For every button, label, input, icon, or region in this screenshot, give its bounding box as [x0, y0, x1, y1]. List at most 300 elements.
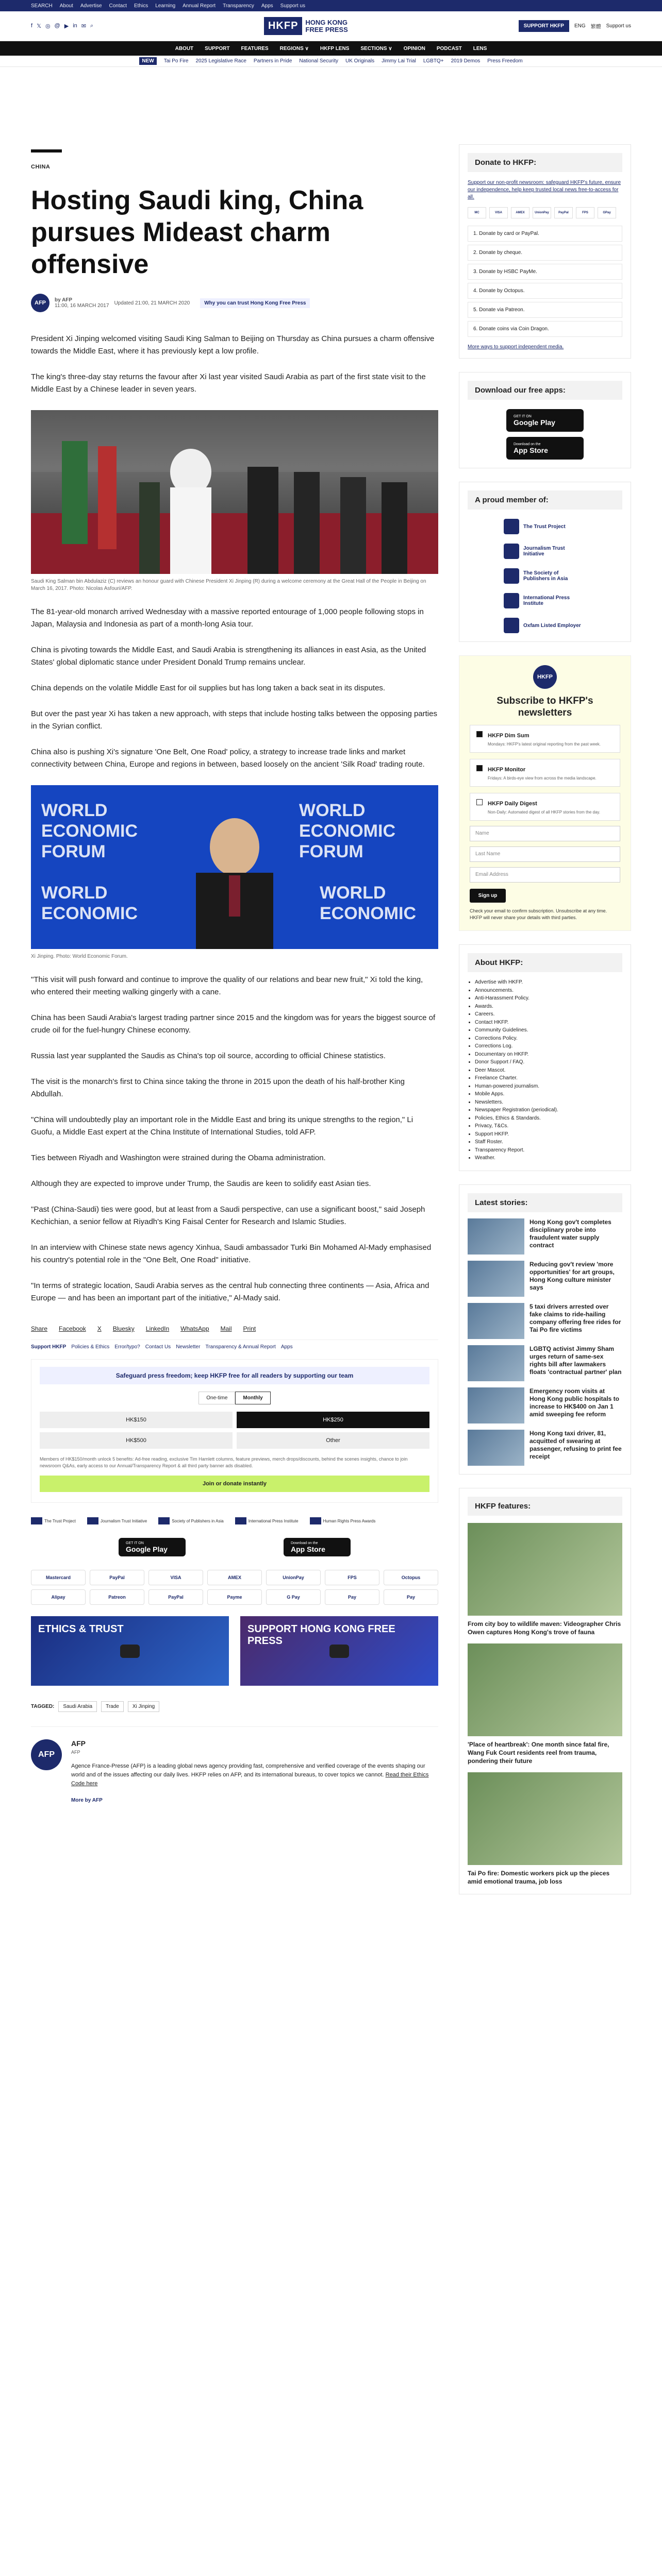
payment-method[interactable]: Payme: [207, 1589, 262, 1605]
feature-title[interactable]: Tai Po fire: Domestic workers pick up the pieces amid emotional trauma, job loss: [468, 1869, 610, 1885]
lang-chinese[interactable]: 繁體: [590, 24, 601, 30]
support-link[interactable]: Support HKFP: [31, 1344, 67, 1350]
support-link[interactable]: Error/typo?: [114, 1344, 140, 1350]
share-bar: [31, 1325, 438, 1332]
members-box: [459, 482, 631, 642]
card-logo: VISA: [489, 207, 508, 218]
paragraph: China depends on the volatile Middle East for oil supplies but has long taken a back seat in its disputes.: [31, 684, 386, 692]
threads-icon[interactable]: @: [54, 23, 60, 29]
newsletter-box: [459, 655, 631, 931]
support-hkfp-button[interactable]: SUPPORT HKFP: [519, 20, 569, 32]
photo-illustration: [31, 785, 438, 949]
author-desc-text: Agence France-Presse (AFP) is a leading global news agency providing fast, comprehensive and verified coverage of the events shaping our world and of the issues affecting our daily lives. HKFP relies on AFP, and its international bureaus, to cover topics we cannot.: [71, 1763, 425, 1778]
support-link[interactable]: Contact Us: [145, 1344, 171, 1350]
about-link[interactable]: • Announcements.: [475, 987, 622, 995]
facebook-icon[interactable]: f: [31, 23, 33, 29]
story-thumbnail[interactable]: [468, 1387, 524, 1423]
video-title: ETHICS & TRUST: [38, 1623, 124, 1635]
store-name: Google Play: [126, 1545, 168, 1553]
trending-link[interactable]: 2025 Legislative Race: [195, 58, 246, 64]
card-logo: UnionPay: [533, 207, 551, 218]
member-logo[interactable]: [504, 618, 586, 633]
store-small-text: Download on the: [514, 442, 541, 446]
newsletter-option[interactable]: [470, 759, 620, 787]
support-us-link[interactable]: Support us: [606, 23, 631, 29]
nav-item[interactable]: HKFP LENS: [320, 45, 350, 52]
paragraph: Ties between Riyadh and Washington were strained during the Obama administration.: [31, 1154, 326, 1162]
title-rule: [31, 149, 62, 152]
member-logo[interactable]: [504, 568, 586, 584]
member-mark-icon: [504, 519, 519, 534]
checkbox-unchecked[interactable]: [476, 799, 483, 805]
about-link[interactable]: • Privacy, T&Cs.: [475, 1122, 622, 1130]
card-logo: AMEX: [511, 207, 529, 218]
card-logo: MC: [468, 207, 486, 218]
trending-label: NEW: [139, 57, 156, 65]
nav-item[interactable]: OPINION: [403, 45, 425, 52]
about-link[interactable]: • Advertise with HKFP.: [475, 978, 622, 987]
paragraph: "Past (China-Saudi) ties were good, but at least from a Saudi perspective, can use a significant boost," said Joseph Kechichian, a senior fellow at Riyadh's King Faisal Center for Research and Islamic Studies.: [31, 1205, 425, 1226]
support-link[interactable]: Apps: [280, 1344, 293, 1350]
logo-text: [305, 19, 347, 33]
top-utility-bar: [0, 0, 662, 11]
nl-option-text: [488, 799, 600, 815]
share-mail[interactable]: Mail: [220, 1325, 232, 1332]
search-icon[interactable]: ⌕: [90, 23, 94, 29]
paragraph: In an interview with Chinese state news agency Xinhua, Saudi ambassador Turki Bin Mohamed Al-Mady emphasised his country's potential role in the "One Belt, One Road" initiative.: [31, 1243, 432, 1264]
topbar-link[interactable]: Contact: [109, 3, 127, 9]
latest-stories-box: [459, 1184, 631, 1475]
nl-option-text: [488, 765, 597, 781]
payment-method[interactable]: Pay: [384, 1589, 438, 1605]
support-link[interactable]: Policies & Ethics: [71, 1344, 110, 1350]
paragraph: Russia last year supplanted the Saudis as China's top oil source, according to official Chinese statistics.: [31, 1052, 386, 1060]
share-print[interactable]: Print: [243, 1325, 256, 1332]
donation-frequency: [40, 1392, 429, 1404]
logo-hrpa[interactable]: [310, 1517, 376, 1524]
logo-jti[interactable]: [87, 1517, 147, 1524]
story-thumbnail[interactable]: [468, 1430, 524, 1466]
newsletter-note: Check your email to confirm subscription. Unsubscribe at any time. HKFP will never share your details with third parties.: [470, 908, 607, 920]
app-store-button[interactable]: [284, 1538, 351, 1556]
feature-item[interactable]: [468, 1772, 622, 1886]
payment-method[interactable]: Octopus: [384, 1570, 438, 1585]
checkbox-checked[interactable]: [476, 731, 483, 737]
support-link[interactable]: Newsletter: [176, 1344, 201, 1350]
author-box-name[interactable]: AFP: [71, 1739, 86, 1748]
feature-thumbnail[interactable]: [468, 1523, 622, 1616]
video-support[interactable]: [240, 1616, 438, 1686]
share-whatsapp[interactable]: WhatsApp: [180, 1325, 209, 1332]
about-link[interactable]: • Mobile Apps.: [475, 1090, 622, 1098]
logo-line2: FREE PRESS: [305, 25, 348, 33]
svg-text:WORLD: WORLD: [320, 883, 386, 903]
photo-caption: Xi Jinping. Photo: World Economic Forum.: [31, 954, 128, 959]
trending-link[interactable]: UK Originals: [345, 58, 375, 64]
paragraph: Although they are expected to improve under Trump, the Saudis are keen to solidify east Asian ties.: [31, 1179, 371, 1188]
logo-label: International Press Institute: [248, 1518, 299, 1523]
svg-text:ECONOMIC: ECONOMIC: [320, 904, 416, 923]
trending-link[interactable]: Jimmy Lai Trial: [382, 58, 416, 64]
donation-method[interactable]: 2. Donate by cheque.: [468, 245, 622, 261]
nav-item[interactable]: SUPPORT: [205, 45, 230, 52]
svg-text:ECONOMIC: ECONOMIC: [41, 821, 138, 841]
more-ways-link[interactable]: More ways to support independent media.: [468, 344, 564, 350]
play-icon[interactable]: [329, 1645, 349, 1658]
newsletter-option[interactable]: [470, 793, 620, 821]
tab-one-time[interactable]: One-time: [198, 1392, 235, 1404]
nav-item[interactable]: LENS: [473, 45, 487, 52]
join-donate-button[interactable]: Join or donate instantly: [40, 1476, 429, 1492]
story-thumbnail[interactable]: [468, 1345, 524, 1381]
x-icon[interactable]: 𝕏: [37, 23, 41, 29]
member-logo[interactable]: [504, 519, 586, 534]
donation-header: Safeguard press freedom; keep HKFP free for all readers by supporting our team: [40, 1367, 429, 1384]
instagram-icon[interactable]: ◎: [45, 23, 51, 29]
tab-monthly[interactable]: Monthly: [235, 1392, 270, 1404]
donation-method[interactable]: 3. Donate by HSBC PayMe.: [468, 264, 622, 280]
about-link[interactable]: • Careers.: [475, 1010, 622, 1019]
payment-method[interactable]: UnionPay: [266, 1570, 321, 1585]
sidebar-heading: Latest stories:: [468, 1193, 622, 1212]
svg-text:WORLD: WORLD: [41, 883, 108, 903]
sidebar-heading: Donate to HKFP:: [468, 153, 622, 172]
mail-icon[interactable]: ✉: [81, 23, 86, 29]
nl-option-name: HKFP Dim Sum: [488, 733, 529, 739]
about-link[interactable]: • Newsletters.: [475, 1098, 622, 1107]
about-link[interactable]: • Anti-Harassment Policy.: [475, 994, 622, 1003]
member-logo[interactable]: [504, 593, 586, 608]
tag-chip[interactable]: Xi Jinping: [128, 1701, 159, 1712]
story-title[interactable]: 5 taxi drivers arrested over fake claims to ride-hailing company offering free rides for Tai Po fire victims: [529, 1302, 621, 1333]
payment-method[interactable]: FPS: [325, 1570, 379, 1585]
about-link[interactable]: • Community Guidelines.: [475, 1026, 622, 1035]
nl-option-text: [488, 731, 601, 747]
payment-method[interactable]: PayPal: [148, 1589, 203, 1605]
nav-item[interactable]: SECTIONS ∨: [360, 45, 392, 52]
article-category[interactable]: CHINA: [31, 164, 51, 170]
nav-item[interactable]: ABOUT: [175, 45, 194, 52]
youtube-icon[interactable]: ▶: [64, 23, 69, 29]
google-play-button[interactable]: [506, 409, 584, 432]
author-box: [31, 1726, 438, 1803]
payment-method[interactable]: G Pay: [266, 1589, 321, 1605]
about-link[interactable]: • Deer Mascot.: [475, 1066, 622, 1075]
donation-widget: [31, 1359, 438, 1503]
newsletter-option[interactable]: [470, 725, 620, 753]
amount-option-selected[interactable]: HK$250: [237, 1412, 429, 1428]
trending-link[interactable]: National Security: [299, 58, 338, 64]
about-link[interactable]: • Corrections Log.: [475, 1042, 622, 1050]
member-label: Oxfam Listed Employer: [523, 622, 581, 629]
about-link[interactable]: • Staff Roster.: [475, 1138, 622, 1146]
email-input[interactable]: Email Address: [470, 867, 620, 883]
member-mark-icon: [504, 568, 519, 584]
svg-text:FORUM: FORUM: [299, 842, 363, 861]
feature-thumbnail[interactable]: [468, 1772, 622, 1865]
promo-videos: [31, 1616, 438, 1686]
photo-illustration: [31, 410, 438, 574]
linkedin-icon[interactable]: in: [73, 23, 77, 29]
app-store-buttons: [31, 1538, 438, 1556]
topbar-link[interactable]: Learning: [155, 3, 176, 9]
first-name-input[interactable]: Name: [470, 826, 620, 841]
donation-method[interactable]: 5. Donate via Patreon.: [468, 302, 622, 318]
card-logo: PayPal: [554, 207, 573, 218]
story-item[interactable]: [468, 1303, 622, 1339]
byline: [31, 294, 438, 312]
paragraph: The king's three-day stay returns the favour after Xi last year visited Saudi Arabia as part of the first state visit to the Middle East by a Chinese leader in seven years.: [31, 372, 426, 394]
topbar-link[interactable]: SEARCH: [31, 3, 53, 9]
member-benefits: Members of HK$150/month unlock 5 benefits: Ad-free reading, exclusive Tim Hamlett columns, feature previews, merch drops/discounts, behind the scenes insights, chance to join newsroom Q&As, early access to our Annual/Transparency Report & all third party banner ads disabled.: [40, 1456, 408, 1468]
apps-box: [459, 372, 631, 468]
feature-item[interactable]: [468, 1643, 622, 1765]
about-link[interactable]: • Corrections Policy.: [475, 1035, 622, 1043]
story-title[interactable]: Emergency room visits at Hong Kong public hospitals to increase to HK$400 on Jan 1 amid sweeping fee reform: [529, 1387, 619, 1418]
story-item[interactable]: [468, 1430, 622, 1466]
updated-date: Updated 21:00, 21 MARCH 2020: [114, 300, 190, 306]
logo-trust-project[interactable]: [31, 1517, 76, 1524]
main-nav: [0, 41, 662, 56]
social-icons: [31, 23, 93, 29]
donation-method[interactable]: 6. Donate coins via Coin Dragon.: [468, 321, 622, 337]
member-mark-icon: [504, 593, 519, 608]
logo-label: Human Rights Press Awards: [323, 1518, 376, 1523]
checkbox-checked[interactable]: [476, 765, 483, 771]
topbar-link[interactable]: Ethics: [134, 3, 148, 9]
tag-chip[interactable]: Trade: [101, 1701, 124, 1712]
support-link[interactable]: Transparency & Annual Report: [205, 1344, 276, 1350]
nl-option-desc: Non-Daily: Automated digest of all HKFP stories from the day.: [488, 810, 601, 815]
amount-option[interactable]: HK$500: [40, 1432, 233, 1449]
sidebar-heading: About HKFP:: [468, 953, 622, 972]
trending-link[interactable]: Tai Po Fire: [163, 58, 189, 64]
svg-text:WORLD: WORLD: [299, 801, 366, 820]
payment-method[interactable]: Mastercard: [31, 1570, 86, 1585]
member-mark-icon: [504, 544, 519, 559]
about-link[interactable]: • Weather.: [475, 1154, 622, 1162]
paragraph: The visit is the monarch's first to China since taking the throne in 2015 upon the death of his half-brother King Abdullah.: [31, 1077, 405, 1098]
topbar-link[interactable]: Advertise: [80, 3, 102, 9]
logo-label: The Trust Project: [44, 1518, 76, 1523]
byline-text: [55, 297, 109, 309]
story-item[interactable]: [468, 1261, 622, 1297]
story-title[interactable]: Hong Kong gov't completes disciplinary probe into fraudulent water supply contract: [529, 1218, 611, 1249]
trust-link[interactable]: Why you can trust Hong Kong Free Press: [200, 298, 310, 308]
header-actions: [519, 20, 631, 32]
paragraph: China has been Saudi Arabia's largest trading partner since 2015 and the kingdom was for years the biggest source of crude oil for the fuel-hungry Chinese economy.: [31, 1013, 436, 1035]
store-small-text: GET IT ON: [514, 414, 532, 418]
store-name: App Store: [291, 1545, 325, 1553]
app-store-button[interactable]: [506, 437, 584, 460]
paragraph: "China will undoubtedly play an important role in the Middle East and bring its unique strengths to the region," Li Guofu, a Middle East expert at the China Institute of International Studies, told AFP.: [31, 1115, 413, 1137]
article-column: [31, 67, 438, 1803]
logo-mark-icon: [310, 1517, 321, 1524]
story-thumbnail[interactable]: [468, 1303, 524, 1339]
card-logos: [468, 207, 622, 218]
sidebar-heading: Download our free apps:: [468, 381, 622, 400]
trending-link[interactable]: 2019 Demos: [451, 58, 481, 64]
trending-link[interactable]: Partners in Pride: [253, 58, 292, 64]
payment-method[interactable]: Patreon: [90, 1589, 144, 1605]
topbar-link[interactable]: About: [59, 3, 73, 9]
member-label: International Press Institute: [523, 595, 570, 606]
payment-method[interactable]: PayPal: [90, 1570, 144, 1585]
feature-thumbnail[interactable]: [468, 1643, 622, 1736]
trending-bar: [0, 56, 662, 67]
paragraph: China is pivoting towards the Middle East, and Saudi Arabia is strengthening its alliances in east Asia, as the United States' global diplomatic stance under President Donald Trump remains unclear.: [31, 646, 426, 667]
payment-method[interactable]: Alipay: [31, 1589, 86, 1605]
amount-option-other[interactable]: Other: [237, 1432, 429, 1449]
logo-mark-icon: [87, 1517, 98, 1524]
author-box-avatar[interactable]: AFP: [31, 1739, 62, 1770]
author-name[interactable]: by AFP: [55, 297, 73, 303]
paragraph: But over the past year Xi has taken a new approach, with steps that include hosting talks between the opposing parties in the Syrian conflict.: [31, 709, 437, 731]
donate-box: [459, 144, 631, 359]
story-item[interactable]: [468, 1218, 622, 1255]
nl-option-name: HKFP Daily Digest: [488, 801, 537, 807]
story-item[interactable]: [468, 1387, 622, 1423]
about-list: [468, 978, 622, 1162]
support-links: [31, 1340, 438, 1350]
author-box-desc: [71, 1762, 438, 1788]
topbar-link[interactable]: Support us: [280, 3, 306, 9]
nav-item[interactable]: REGIONS ∨: [279, 45, 309, 52]
about-link[interactable]: • Documentary on HKFP.: [475, 1050, 622, 1059]
share-x[interactable]: X: [97, 1325, 102, 1332]
logo-mark-icon: [235, 1517, 246, 1524]
tags-row: [31, 1701, 438, 1712]
lang-eng[interactable]: ENG: [574, 23, 586, 29]
share-bluesky[interactable]: Bluesky: [112, 1325, 135, 1332]
video-ethics[interactable]: [31, 1616, 229, 1686]
amount-option[interactable]: HK$150: [40, 1412, 233, 1428]
logo-mark: HKFP: [264, 17, 302, 35]
logo-sopa[interactable]: [158, 1517, 224, 1524]
last-name-input[interactable]: Last Name: [470, 846, 620, 862]
story-thumbnail[interactable]: [468, 1261, 524, 1297]
about-link[interactable]: • Awards.: [475, 1003, 622, 1011]
feature-item[interactable]: [468, 1523, 622, 1636]
nav-item[interactable]: FEATURES: [241, 45, 269, 52]
article-photo-saudi: [31, 410, 438, 592]
story-item[interactable]: [468, 1345, 622, 1381]
article-photo-xi: [31, 785, 438, 960]
sidebar-heading: A proud member of:: [468, 490, 622, 510]
logo-ipi[interactable]: [235, 1517, 299, 1524]
card-logo: GPay: [598, 207, 616, 218]
site-header: [0, 11, 662, 41]
store-name: Google Play: [514, 418, 555, 427]
member-label: Journalism Trust Initiative: [523, 546, 565, 557]
newsletter-icon: HKFP: [533, 665, 557, 689]
about-link[interactable]: • Human-powered journalism.: [475, 1082, 622, 1091]
paragraph: President Xi Jinping welcomed visiting Saudi King Salman to Beijing on Thursday as China pursues a charm offensive towards the Middle East, where it has previously kept a low profile.: [31, 334, 435, 355]
more-by-author[interactable]: More by AFP: [71, 1798, 103, 1803]
about-link[interactable]: • Transparency Report.: [475, 1146, 622, 1155]
sidebar-heading: HKFP features:: [468, 1497, 622, 1516]
sidebar: [459, 67, 631, 1894]
photo-honor-guard: [31, 410, 438, 574]
nl-option-name: HKFP Monitor: [488, 767, 526, 773]
video-title: SUPPORT HONG KONG FREE PRESS: [247, 1623, 395, 1647]
member-logos-row: [31, 1517, 438, 1524]
logo-mark-icon: [158, 1517, 170, 1524]
nl-option-desc: Fridays: A birds-eye view from across the media landscape.: [488, 776, 597, 781]
about-link[interactable]: • Newspaper Registration (periodical).: [475, 1106, 622, 1114]
member-logo[interactable]: [504, 544, 586, 559]
story-title[interactable]: Reducing gov't review 'more opportunities' for art groups, Hong Kong culture minister says: [529, 1260, 615, 1291]
google-play-button[interactable]: [119, 1538, 186, 1556]
nl-option-desc: Mondays: HKFP's latest original reporting from the past week.: [488, 742, 601, 747]
features-box: [459, 1488, 631, 1894]
author-box-content: [71, 1739, 438, 1803]
paragraph: The 81-year-old monarch arrived Wednesday with a massive reported entourage of 1,000 people following stops in Japan, Malaysia and Indonesia as part of a month-long Asia tour.: [31, 607, 424, 629]
story-thumbnail[interactable]: [468, 1218, 524, 1255]
about-link[interactable]: • Contact HKFP.: [475, 1019, 622, 1027]
donation-method[interactable]: 1. Donate by card or PayPal.: [468, 226, 622, 242]
story-title[interactable]: Hong Kong taxi driver, 81, acquitted of swearing at passenger, refusing to print fee receipt: [529, 1429, 622, 1460]
feature-title[interactable]: 'Place of heartbreak': One month since fatal fire, Wang Fuk Court residents reel from trauma, pondering their future: [468, 1740, 609, 1765]
share-linkedin[interactable]: LinkedIn: [145, 1325, 170, 1332]
feature-title[interactable]: From city boy to wildlife maven: Videographer Chris Owen captures Hong Kong's trove of fauna: [468, 1620, 621, 1636]
site-logo[interactable]: [264, 17, 348, 35]
story-title[interactable]: LGBTQ activist Jimmy Sham urges return of same-sex rights bill after lawmakers floats 'contractual partner' plan: [529, 1345, 622, 1376]
donate-text: [468, 179, 622, 201]
photo-wef: [31, 785, 438, 949]
topbar-link[interactable]: Apps: [261, 3, 273, 9]
logo-label: Society of Publishers in Asia: [172, 1518, 224, 1523]
paragraph: "This visit will push forward and continue to improve the quality of our relations and bear new fruit," Xi told the king, who entered their meeting walking gingerly with a cane.: [31, 975, 423, 996]
donation-amounts: [40, 1412, 429, 1449]
member-label: The Society of Publishers in Asia: [523, 570, 568, 582]
play-icon[interactable]: [120, 1645, 140, 1658]
donation-method[interactable]: 4. Donate by Octopus.: [468, 283, 622, 299]
card-logo: FPS: [576, 207, 594, 218]
nav-item[interactable]: PODCAST: [436, 45, 462, 52]
svg-text:FORUM: FORUM: [41, 842, 106, 861]
ethics-code-link[interactable]: Read their Ethics Code here: [71, 1772, 429, 1787]
sidebar-app-buttons: [468, 409, 622, 460]
about-link[interactable]: • Freelance Charter.: [475, 1074, 622, 1082]
svg-text:ECONOMIC: ECONOMIC: [41, 904, 138, 923]
about-link[interactable]: • Support HKFP.: [475, 1130, 622, 1139]
member-mark-icon: [504, 618, 519, 633]
trending-link[interactable]: LGBTQ+: [423, 58, 444, 64]
author-box-sub: AFP: [71, 1750, 80, 1755]
sign-up-button[interactable]: Sign up: [470, 889, 506, 903]
trending-link[interactable]: Press Freedom: [487, 58, 523, 64]
author-avatar[interactable]: AFP: [31, 294, 49, 312]
payment-method[interactable]: Pay: [325, 1589, 379, 1605]
share-facebook[interactable]: Facebook: [59, 1325, 86, 1332]
payment-method[interactable]: VISA: [148, 1570, 203, 1585]
payment-method[interactable]: AMEX: [207, 1570, 262, 1585]
donation-methods: [468, 226, 622, 337]
topbar-link[interactable]: Transparency: [223, 3, 254, 9]
publish-date: 11:00, 16 MARCH 2017: [55, 303, 109, 309]
logo-line1: HONG KONG: [305, 18, 348, 26]
store-name: App Store: [514, 446, 548, 454]
store-small-text: GET IT ON: [126, 1541, 144, 1545]
tag-chip[interactable]: Saudi Arabia: [58, 1701, 97, 1712]
logo-mark-icon: [31, 1517, 42, 1524]
photo-caption: Saudi King Salman bin Abdulaziz (C) reviews an honour guard with Chinese President Xi Jinping (R) during a welcome ceremony at the Great Hall of the People in Beijing on March 16, 2017. Photo: Nicolas Asfouri/AFP.: [31, 579, 426, 591]
topbar-link[interactable]: Annual Report: [183, 3, 216, 9]
donate-text-link[interactable]: Support our non-profit newsroom: safeguard HKFP's future, ensure our independence, help keep trusted local news free-to-access for all.: [468, 180, 621, 200]
about-link[interactable]: • Donor Support / FAQ.: [475, 1058, 622, 1066]
about-link[interactable]: • Policies, Ethics & Standards.: [475, 1114, 622, 1123]
